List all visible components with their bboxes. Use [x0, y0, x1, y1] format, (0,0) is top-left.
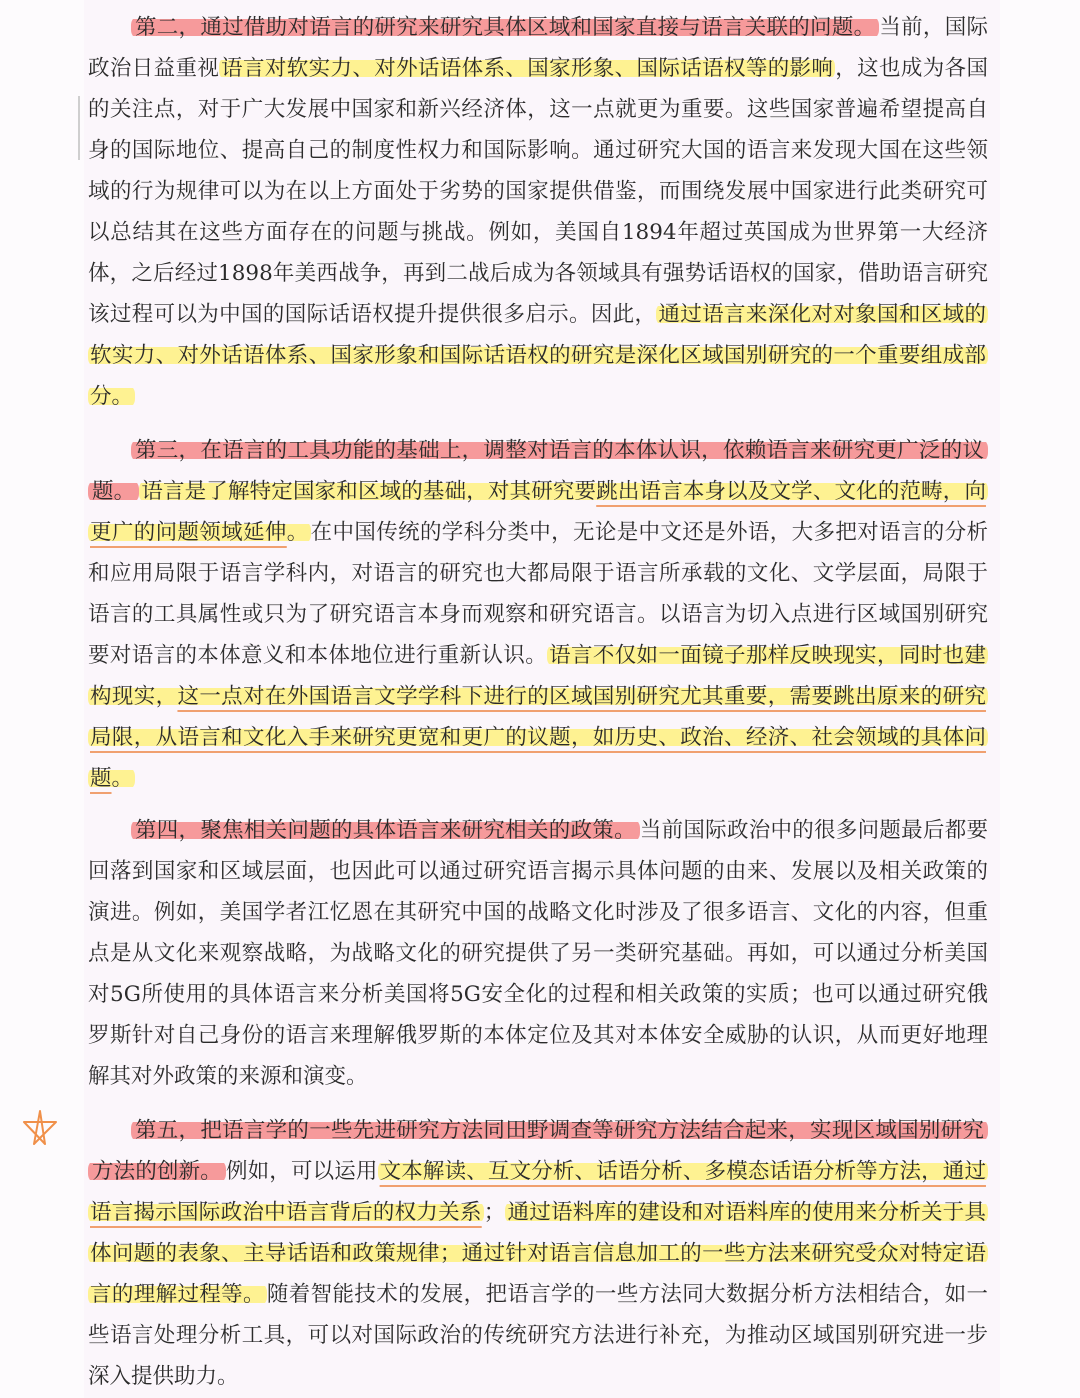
- paragraph-third: 第三，在语言的工具功能的基础上，调整对语言的本体认识，依赖语言来研究更广泛的议题。 语言是了解特定国家和区域的基础，对其研究要跳出语言本身以及文学、文化的范畴，向更广的问题领域延伸。在中国传统的学科分类中，无论是中文还是外语，大多把对语言的分析和应用局限于语言学科内，对语言的研究也大都局限于语言所承载的文化、文学层面，局限于语言的工具属性或只为了研究语言本身而观察和研究语言。以语言为切入点进行区域国别研究要对语言的本体意义和本体地位进行重新认识。语言不仅如一面镜子那样反映现实，同时也建构现实，这一点对在外国语言文学学科下进行的区域国别研究尤其重要，需要跳出原来的研究局限，从语言和文化入手来研究更宽和更广的议题，如历史、政治、经济、社会领域的具体问题。: [88, 438, 988, 791]
- heading-third: 第三，在语言的工具功能的基础上，调整对语言的本体认识，依赖语言来研究更广泛的议题。: [88, 438, 988, 504]
- paragraph-fourth: 第四，聚焦相关问题的具体语言来研究相关的政策。 当前国际政治中的很多问题最后都要回落到国家和区域层面，也因此可以通过研究语言揭示具体问题的由来、发展以及相关政策的演进。例如，美国学者江忆恩在其研究中国的战略文化时涉及了很多语言、文化的内容，但重点是从文化来观察战略，为战略文化的研究提供了另一类研究基础。再如，可以通过分析美国对5G所使用的具体语言来分析美国将5G安全化的过程和相关政策的实质；也可以通过研究俄罗斯针对自己身份的语言来理解俄罗斯的本体定位及其对本体安全威胁的认识，从而更好地理解其对外政策的来源和演变。: [88, 818, 988, 1089]
- star-annotation-icon: [20, 1108, 60, 1148]
- margin-mark: [78, 96, 80, 160]
- highlight-corpus: 通过语料库的建设和对语料库的使用来分析关于具体问题的表象、主导话语和政策规律；通过针对语言信息加工的一些方法来研究受众对特定语言的理解过程等。: [90, 1200, 986, 1307]
- underline-beyond-language: 跳出语言本身以及文学、文化的范畴，向更广的问题领域延伸: [90, 479, 986, 545]
- highlight-conclusion: 通过语言来深化对对象国和区域的软实力、对外话语体系、国家形象和国际话语权的研究是深化区域国别研究的一个重要组成部分。: [90, 302, 986, 409]
- underline-broader-topics: 这一点对在外国语言文学学科下进行的区域国别研究尤其重要，需要跳出原来的研究局限，从语言和文化入手来研究更宽和更广的议题，如历史、政治、经济、社会领域的具体问题: [90, 684, 986, 791]
- highlight-mirror: 语言不仅如一面镜子那样反映现实，同时也建构现实，这一点对在外国语言文学学科下进行的区域国别研究尤其重要，需要跳出原来的研究局限，从语言和文化入手来研究更宽和更广的议题，如历史、政治、经济、社会领域的具体问题。: [90, 643, 986, 791]
- heading-fourth: 第四，聚焦相关问题的具体语言来研究相关的政策。: [131, 818, 640, 843]
- highlight-methods: 文本解读、互文分析、话语分析、多模态话语分析等方法，通过语言揭示国际政治中语言背后的权力关系: [90, 1159, 986, 1225]
- heading-fifth: 第五，把语言学的一些先进研究方法同田野调查等研究方法结合起来，实现区域国别研究方法的创新。: [88, 1118, 988, 1184]
- heading-second: 第二，通过借助对语言的研究来研究具体区域和国家直接与语言关联的问题。: [131, 15, 879, 40]
- highlight-soft-power: 语言对软实力、对外话语体系、国家形象、国际话语权等的影响: [221, 56, 834, 81]
- paragraph-second: 第二，通过借助对语言的研究来研究具体区域和国家直接与语言关联的问题。 当前，国际政治日益重视语言对软实力、对外话语体系、国家形象、国际话语权等的影响，这也成为各国的关注点，对于广大发展中国家和新兴经济体，这一点就更为重要。这些国家普遍希望提高自身的国际地位、提高自己的制度性权力和国际影响。通过研究大国的语言来发现大国在这些领域的行为规律可以为在以上方面处于劣势的国家提供借鉴，而围绕发展中国家进行此类研究可以总结其在这些方面存在的问题与挑战。例如，美国自1894年超过英国成为世界第一大经济体，之后经过1898年美西战争，再到二战后成为各领域具有强势话语权的国家，借助语言研究该过程可以为中国的国际话语权提升提供很多启示。因此，通过语言来深化对对象国和区域的软实力、对外话语体系、国家形象和国际话语权的研究是深化区域国别研究的一个重要组成部分。: [88, 15, 988, 409]
- highlight-language-basis: 语言是了解特定国家和区域的基础，对其研究要跳出语言本身以及文学、文化的范畴，向更广的问题领域延伸。: [90, 479, 986, 545]
- paragraph-fifth: 第五，把语言学的一些先进研究方法同田野调查等研究方法结合起来，实现区域国别研究方法的创新。 例如，可以运用文本解读、互文分析、话语分析、多模态话语分析等方法，通过语言揭示国际政治中语言背后的权力关系；通过语料库的建设和对语料库的使用来分析关于具体问题的表象、主导话语和政策规律；通过针对语言信息加工的一些方法来研究受众对特定语言的理解过程等。随着智能技术的发展，把语言学的一些方法同大数据分析方法相结合，如一些语言处理分析工具，可以对国际政治的传统研究方法进行补充，为推动区域国别研究进一步深入提供助力。: [88, 1118, 988, 1389]
